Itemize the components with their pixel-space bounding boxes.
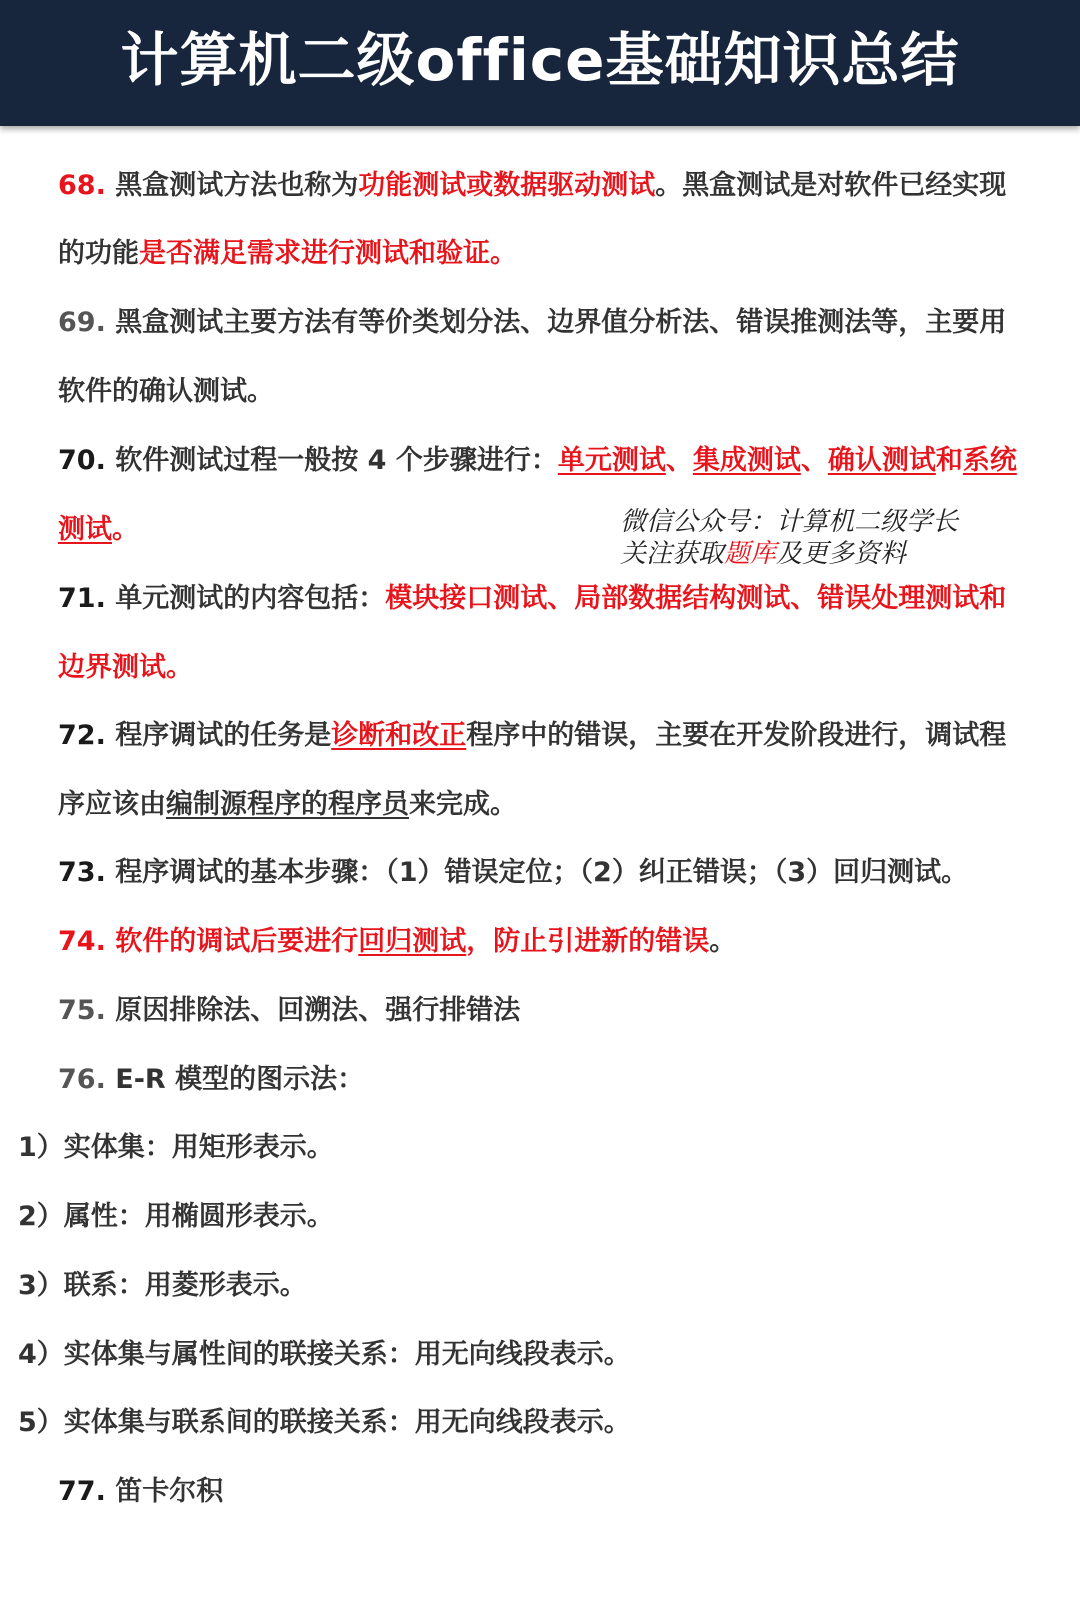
- item-text: 黑盒测试方法也称为: [115, 170, 359, 201]
- item-text: 。: [709, 926, 737, 957]
- item-text: 笛卡尔积: [115, 1476, 224, 1507]
- item-70-line-1: [58, 436, 1058, 486]
- item-68-line-1: [58, 161, 1058, 211]
- item-text: 的功能: [58, 238, 139, 269]
- highlight-text: 确认测试: [827, 445, 936, 476]
- item-number: 75.: [58, 995, 106, 1026]
- highlight-text: 、: [665, 445, 693, 476]
- item-73-line: [58, 848, 1058, 898]
- item-number: 76.: [58, 1064, 106, 1095]
- item-number: 74.: [58, 926, 106, 957]
- watermark-text: 及更多资料: [776, 539, 907, 569]
- item-text: E-R 模型的图示法：: [115, 1064, 365, 1095]
- page-title: 计算机二级office基础知识总结: [120, 26, 960, 94]
- highlight-text: 软件的调试后要进行: [115, 926, 359, 957]
- underlined-text: 编制源程序的程序员: [166, 789, 409, 820]
- watermark-highlight: 题库: [724, 539, 777, 569]
- highlight-text: 回归测试: [358, 926, 467, 957]
- highlight-text: 诊断和改正: [331, 720, 467, 751]
- item-text: 。黑盒测试是对软件已经实现: [655, 170, 1007, 201]
- wechat-watermark: [620, 506, 1040, 570]
- item-71-line-2: [58, 643, 1058, 693]
- er-list-item: 2）属性：用椭圆形表示。: [18, 1201, 334, 1232]
- item-number: 70.: [58, 445, 106, 476]
- item-text: 序应该由: [58, 789, 166, 820]
- item-text: 原因排除法、回溯法、强行排错法: [115, 995, 521, 1026]
- highlight-text: 单元测试: [557, 445, 666, 476]
- item-72-line-1: [58, 711, 1058, 761]
- item-number: 68.: [58, 170, 106, 201]
- item-text: 程序调试的基本步骤：（1）错误定位；（2）纠正错误；（3）回归测试。: [115, 857, 969, 888]
- item-number: 77.: [58, 1476, 106, 1507]
- watermark-text: 关注获取: [620, 539, 725, 569]
- item-77-line: [58, 1467, 1058, 1517]
- item-text: 单元测试的内容包括：: [115, 583, 386, 614]
- highlight-text: 是否满足需求进行测试和验证。: [139, 238, 517, 269]
- item-text: 软件的确认测试。: [58, 376, 274, 407]
- item-74-line: [58, 917, 1058, 967]
- title-banner: [0, 0, 1080, 126]
- item-text: 来完成。: [409, 789, 517, 820]
- er-list-item: 3）联系：用菱形表示。: [18, 1270, 307, 1301]
- item-text: 黑盒测试主要方法有等价类划分法、边界值分析法、错误推测法等，主要用: [115, 307, 1007, 338]
- item-69-line-2: [58, 367, 1058, 417]
- item-number: 69.: [58, 307, 106, 338]
- highlight-text: 模块接口测试、局部数据结构测试、错误处理测试和: [385, 583, 1007, 614]
- highlight-text: 测试: [58, 514, 112, 545]
- item-71-line-1: [58, 574, 1058, 624]
- highlight-text: ，防止引进新的错误: [466, 926, 710, 957]
- item-number: 72.: [58, 720, 106, 751]
- highlight-text: 。: [112, 514, 139, 545]
- er-list-item: 5）实体集与联系间的联接关系：用无向线段表示。: [18, 1407, 631, 1438]
- item-72-line-2: [58, 780, 1058, 830]
- item-number: 73.: [58, 857, 106, 888]
- item-number: 71.: [58, 583, 106, 614]
- item-69-line-1: [58, 298, 1058, 348]
- er-list-item: 4）实体集与属性间的联接关系：用无向线段表示。: [18, 1339, 631, 1370]
- item-text: 程序中的错误，主要在开发阶段进行，调试程: [466, 720, 1007, 751]
- watermark-line-1: 微信公众号：计算机二级学长: [620, 507, 959, 537]
- item-68-line-2: [58, 229, 1058, 279]
- er-list-item: 1）实体集：用矩形表示。: [18, 1132, 334, 1163]
- item-text: 程序调试的任务是: [115, 720, 332, 751]
- highlight-text: 和: [935, 445, 963, 476]
- item-76-line: [58, 1055, 1058, 1105]
- item-text: 软件测试过程一般按 4 个步骤进行：: [115, 445, 558, 476]
- item-75-line: [58, 986, 1058, 1036]
- watermark-line-2: [620, 538, 1040, 570]
- highlight-text: 功能测试或数据驱动测试: [358, 170, 656, 201]
- highlight-text: 、: [800, 445, 828, 476]
- highlight-text: 边界测试。: [58, 652, 193, 683]
- highlight-text: 集成测试: [692, 445, 801, 476]
- highlight-text: 系统: [962, 445, 1017, 476]
